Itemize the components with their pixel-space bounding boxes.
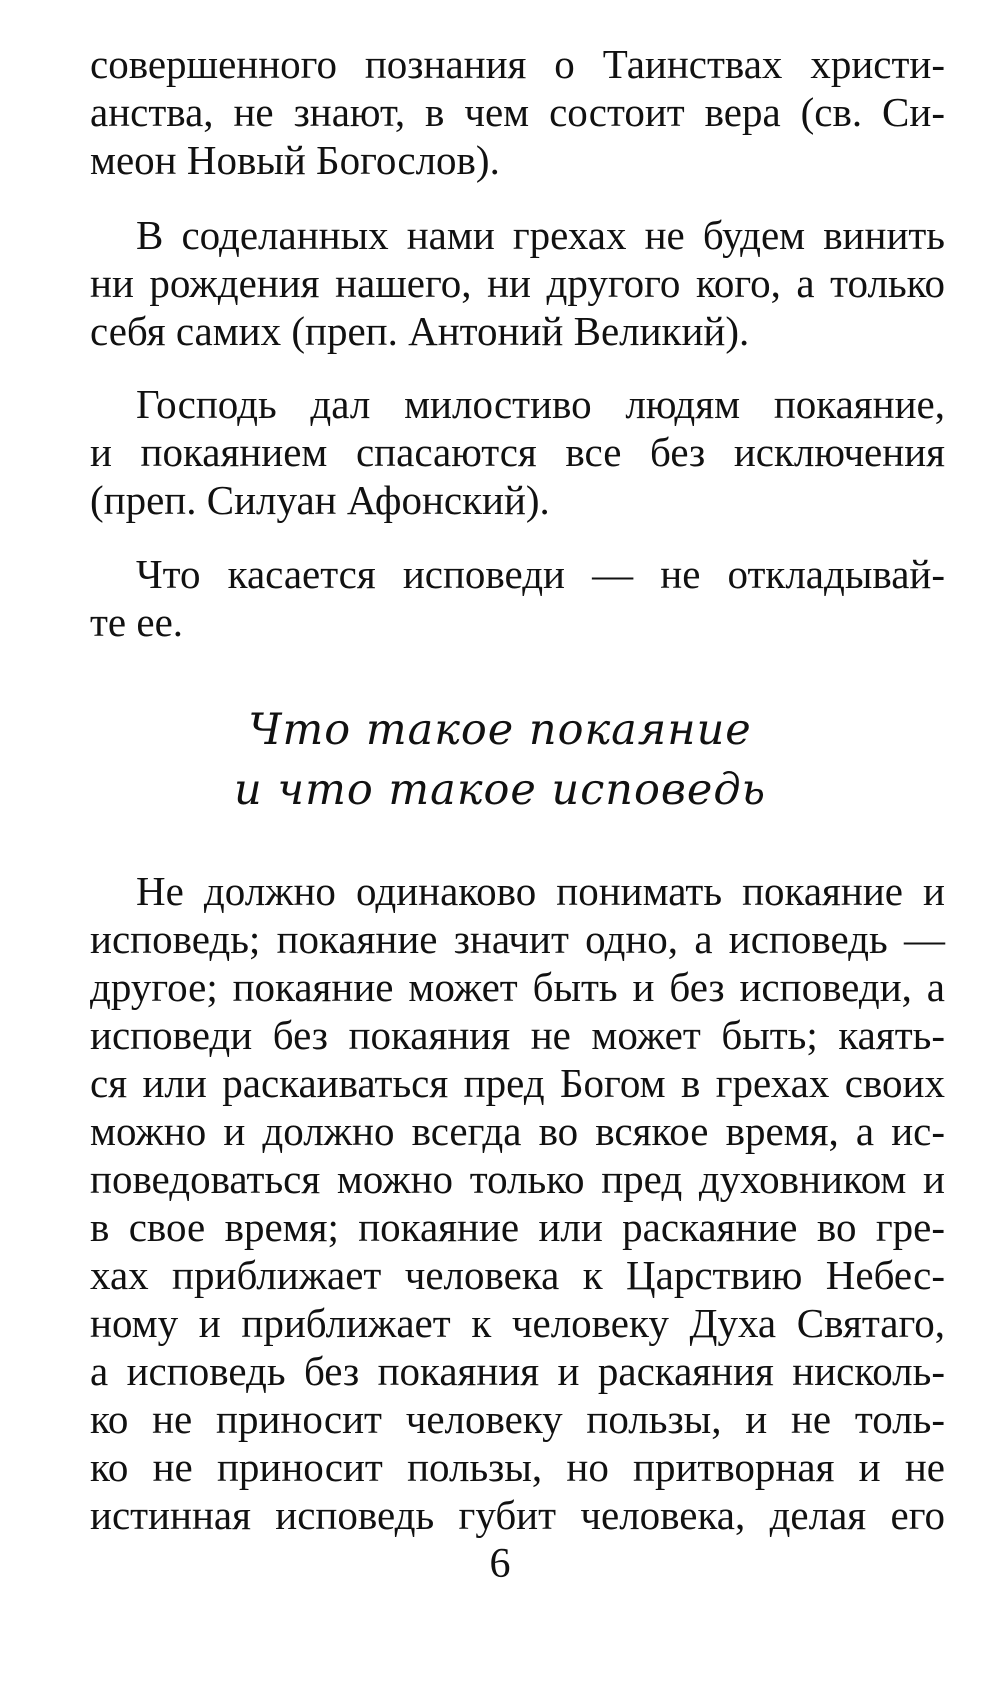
text-line: и покаянием спасаются все без исключения — [90, 429, 945, 475]
text-line: поведоваться можно только пред духовником и — [90, 1156, 945, 1202]
text-line: (преп. Силуан Афонский). — [90, 477, 550, 523]
paragraph-3 — [90, 380, 945, 524]
text-line: в свое время; покаяние или раскаяние во гре- — [90, 1204, 945, 1250]
text-line: ко не приносит человеку пользы, и не толь- — [90, 1396, 945, 1442]
text-line: ни рождения нашего, ни другого кого, а только — [90, 260, 945, 306]
heading-line-1: Что такое покаяние — [248, 705, 752, 755]
paragraph-4 — [90, 550, 945, 646]
text-line: совершенного познания о Таинствах христи- — [90, 41, 945, 87]
heading-line-2: и что такое исповедь — [233, 765, 767, 815]
page-number: 6 — [489, 1541, 511, 1587]
text-line: а исповедь без покаяния и раскаяния нисколь- — [90, 1348, 945, 1394]
paragraph-2 — [90, 211, 945, 355]
text-line: хах приближает человека к Царствию Небес- — [90, 1252, 945, 1298]
text-line: Что касается исповеди — не откладывай- — [136, 551, 945, 597]
paragraph-1 — [90, 40, 945, 184]
text-line: ся или раскаиваться пред Богом в грехах своих — [90, 1060, 945, 1106]
text-line: Господь дал милостиво людям покаяние, — [136, 381, 945, 427]
text-line: себя самих (преп. Антоний Великий). — [90, 308, 750, 354]
text-line: ному и приближает к человеку Духа Святаго, — [90, 1300, 945, 1346]
text-line: истинная исповедь губит человека, делая его — [90, 1492, 945, 1538]
text-line: В соделанных нами грехах не будем винить — [136, 212, 945, 258]
text-line: можно и должно всегда во всякое время, а ис- — [90, 1108, 945, 1154]
section-heading — [0, 700, 1000, 820]
text-line: анства, не знают, в чем состоит вера (св. Си- — [90, 89, 945, 135]
text-line: Не должно одинаково понимать покаяние и — [136, 868, 945, 914]
text-line: другое; покаяние может быть и без исповеди, а — [90, 964, 945, 1010]
paragraph-5 — [90, 867, 945, 1539]
text-line: исповеди без покаяния не может быть; каять- — [90, 1012, 945, 1058]
text-line: исповедь; покаяние значит одно, а исповедь — — [90, 916, 945, 962]
text-line: меон Новый Богослов). — [90, 137, 500, 183]
text-line: ко не приносит пользы, но притворная и не — [90, 1444, 945, 1490]
text-line: те ее. — [90, 599, 184, 645]
